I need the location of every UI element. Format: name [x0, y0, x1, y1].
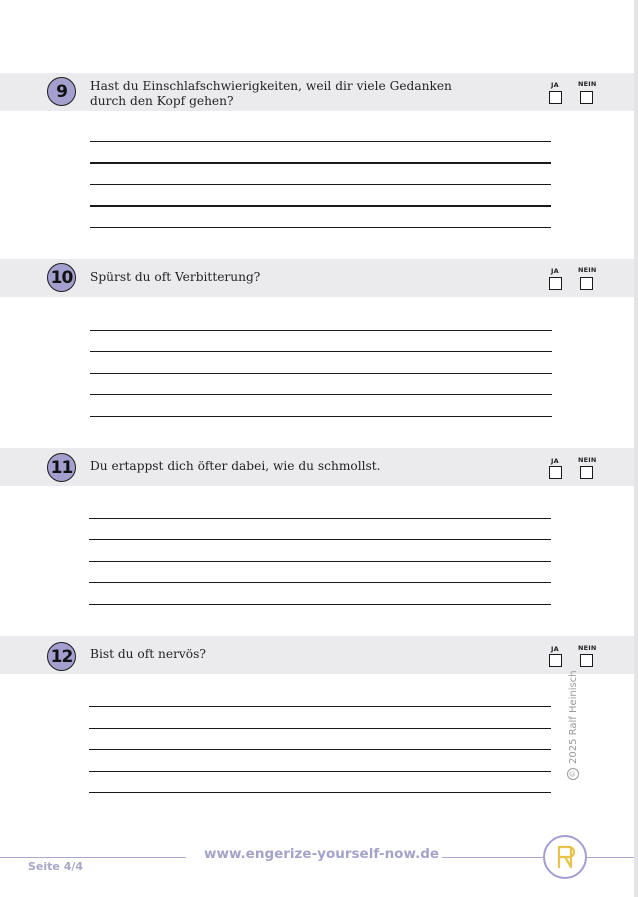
question-text	[90, 459, 470, 474]
yes-label: JA	[551, 457, 559, 465]
answer-line[interactable]	[89, 749, 551, 750]
yes-checkbox[interactable]	[549, 91, 562, 104]
copyright-text: 2025 Ralf Heinisch	[568, 670, 579, 764]
question-number-badge: 10	[47, 263, 76, 292]
question-text	[90, 270, 470, 285]
no-checkbox[interactable]	[580, 277, 593, 290]
answer-line[interactable]	[90, 227, 551, 228]
answer-line[interactable]	[90, 416, 552, 417]
answer-line[interactable]	[89, 539, 551, 540]
footer-divider-mid	[442, 857, 543, 858]
question-text-line: Du ertappst dich öfter dabei, wie du schmollst.	[90, 459, 381, 473]
page-edge	[634, 0, 638, 897]
question-number-badge: 11	[47, 453, 76, 482]
page-number: Seite 4/4	[28, 860, 84, 873]
footer-divider-right	[587, 857, 634, 858]
answer-line[interactable]	[90, 394, 552, 395]
answer-line[interactable]	[90, 205, 551, 207]
brand-logo-icon	[543, 835, 587, 879]
website-link[interactable]: www.engerize-yourself-now.de	[204, 846, 440, 862]
question-number-badge: 12	[47, 642, 76, 671]
no-label: NEIN	[578, 80, 597, 88]
question-text-line: Bist du oft nervös?	[90, 647, 206, 661]
yes-label: JA	[551, 645, 559, 653]
footer-divider-left	[0, 857, 186, 858]
copyright-notice	[567, 670, 579, 780]
question-text-line: Spürst du oft Verbitterung?	[90, 270, 261, 284]
answer-line[interactable]	[90, 162, 551, 164]
answer-line[interactable]	[89, 792, 551, 793]
copyright-icon: ©	[567, 768, 579, 780]
question-text-line: durch den Kopf gehen?	[90, 94, 234, 108]
yes-label: JA	[551, 267, 559, 275]
logo-mark-icon	[545, 837, 585, 877]
answer-line[interactable]	[90, 141, 551, 142]
answer-line[interactable]	[89, 561, 551, 562]
yes-label: JA	[551, 81, 559, 89]
question-text	[90, 79, 470, 109]
no-label: NEIN	[578, 644, 597, 652]
answer-line[interactable]	[90, 184, 551, 185]
yes-checkbox[interactable]	[549, 277, 562, 290]
answer-line[interactable]	[90, 330, 552, 331]
yes-checkbox[interactable]	[549, 654, 562, 667]
answer-line[interactable]	[89, 706, 551, 707]
no-checkbox[interactable]	[580, 91, 593, 104]
no-checkbox[interactable]	[580, 654, 593, 667]
yes-checkbox[interactable]	[549, 466, 562, 479]
question-text-line: Hast du Einschlafschwierigkeiten, weil dir viele Gedanken	[90, 79, 452, 93]
no-checkbox[interactable]	[580, 466, 593, 479]
answer-line[interactable]	[89, 582, 551, 583]
question-text	[90, 647, 470, 662]
no-label: NEIN	[578, 456, 597, 464]
question-number-badge: 9	[47, 77, 76, 106]
answer-line[interactable]	[89, 604, 551, 605]
answer-line[interactable]	[89, 771, 551, 772]
answer-line[interactable]	[90, 373, 552, 374]
answer-line[interactable]	[89, 518, 551, 519]
no-label: NEIN	[578, 266, 597, 274]
answer-line[interactable]	[90, 351, 552, 352]
answer-line[interactable]	[89, 728, 551, 729]
